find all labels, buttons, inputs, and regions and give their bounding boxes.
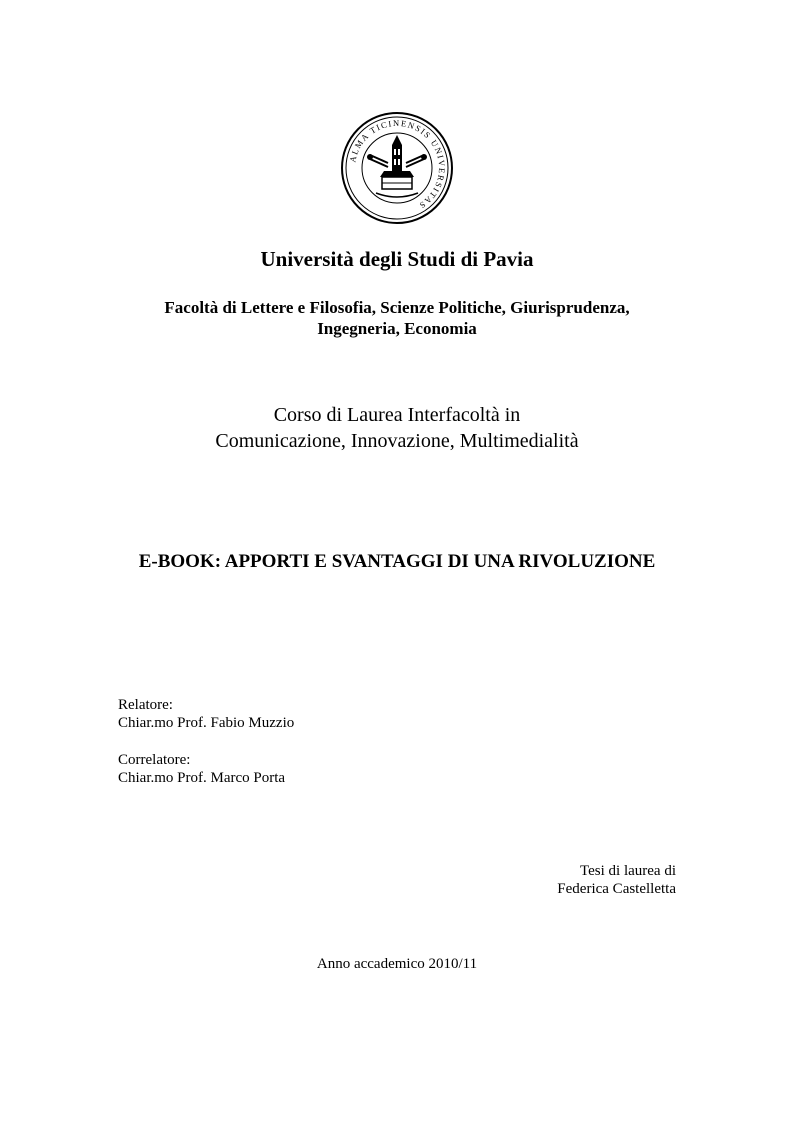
course-line-2: Comunicazione, Innovazione, Multimedialità (215, 430, 579, 452)
faculty-name (0, 297, 794, 339)
course-name (0, 402, 794, 454)
relatore-label: Relatore: (118, 697, 173, 713)
author-label: Tesi di laurea di (580, 863, 676, 879)
academic-year: Anno accademico 2010/11 (316, 956, 478, 972)
faculty-line-2: Ingegneria, Economia (317, 319, 477, 338)
correlatore-name: Chiar.mo Prof. Marco Porta (118, 770, 286, 786)
author-block (557, 862, 676, 898)
correlatore-block (118, 751, 285, 787)
relatore-block (118, 696, 294, 732)
university-name: Università degli Studi di Pavia (260, 247, 534, 271)
course-line-1: Corso di Laurea Interfacoltà in (273, 404, 521, 426)
faculty-line-1: Facoltà di Lettere e Filosofia, Scienze Politiche, Giurisprudenza, (164, 298, 630, 317)
author-name: Federica Castelletta (557, 881, 676, 897)
tower-emblem-icon (367, 135, 427, 197)
relatore-name: Chiar.mo Prof. Fabio Muzzio (118, 715, 295, 731)
thesis-title: E-BOOK: APPORTI E SVANTAGGI DI UNA RIVOLUZIONE (138, 551, 656, 572)
university-seal-icon (340, 111, 454, 225)
seal-legend: ALMA TICINENSIS UNIVERSITAS (347, 117, 448, 212)
correlatore-label: Correlatore: (118, 752, 191, 768)
